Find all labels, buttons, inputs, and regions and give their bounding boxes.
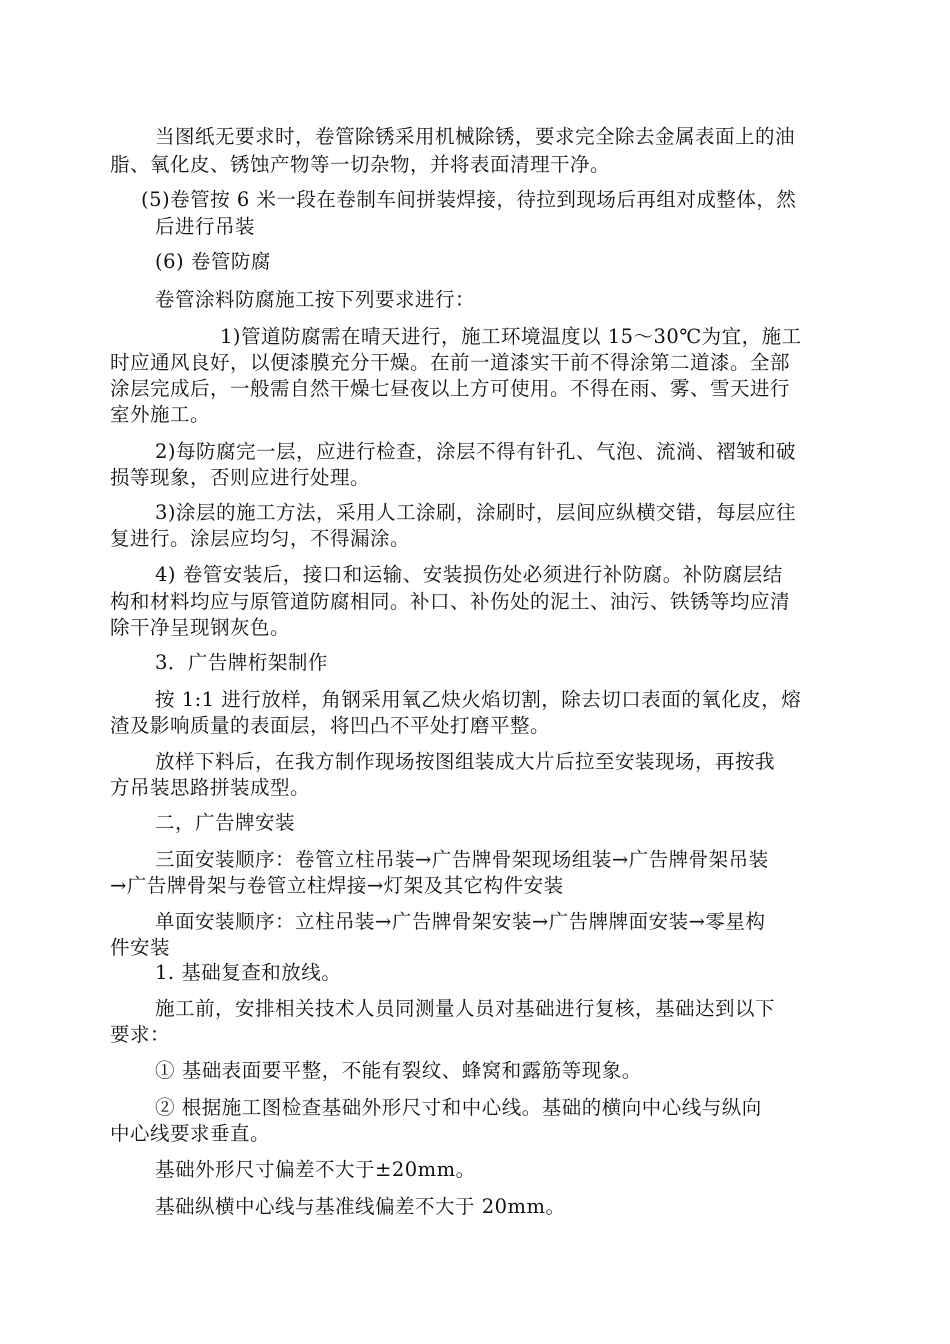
text-line: 单面安装顺序：立柱吊装→广告牌骨架安装→广告牌牌面安装→零星构 (155, 910, 766, 933)
text-line: 方吊装思路拼装成型。 (110, 776, 311, 799)
text-line: 放样下料后，在我方制作现场按图组装成大片后拉至安装现场，再按我 (155, 750, 776, 773)
text-line: 室外施工。 (110, 403, 211, 426)
text-line: 按 1:1 进行放样，角钢采用氧乙炔火焰切割，除去切口表面的氧化皮，熔 (155, 688, 802, 711)
text-line: 基础外形尺寸偏差不大于±20mm。 (155, 1158, 476, 1181)
text-line: →广告牌骨架与卷管立柱焊接→灯架及其它构件安装 (110, 874, 564, 897)
section-heading: 二，广告牌安装 (155, 811, 296, 834)
text-line: 复进行。涂层应均匀，不得漏涂。 (110, 527, 411, 550)
text-line: 损等现象，否则应进行处理。 (110, 466, 371, 489)
list-item-line: 3)涂层的施工方法，采用人工涂刷，涂刷时，层间应纵横交错，每层应往 (155, 501, 797, 524)
section-heading: 3．广告牌桁架制作 (155, 651, 328, 674)
list-item-line: ② 根据施工图检查基础外形尺寸和中心线。基础的横向中心线与纵向 (155, 1096, 762, 1119)
text-line: 三面安装顺序：卷管立柱吊装→广告牌骨架现场组装→广告牌骨架吊装 (155, 848, 769, 871)
text-line: 构和材料均应与原管道防腐相同。补口、补伤处的泥土、油污、铁锈等均应清 (110, 590, 791, 613)
text-line: 中心线要求垂直。 (110, 1122, 271, 1145)
text-line: 渣及影响质量的表面层，将凹凸不平处打磨平整。 (110, 714, 551, 737)
text-line: 当图纸无要求时，卷管除锈采用机械除锈，要求完全除去金属表面上的油 (155, 125, 796, 148)
text-line: 基础纵横中心线与基准线偏差不大于 20mm。 (155, 1195, 566, 1218)
text-line: 除干净呈现钢灰色。 (110, 616, 291, 639)
text-line: 后进行吊装 (155, 215, 256, 238)
section-heading: (6) 卷管防腐 (155, 250, 271, 273)
list-item-line: 2)每防腐完一层，应进行检查，涂层不得有针孔、气泡、流淌、褶皱和破 (155, 440, 797, 463)
text-line: 要求： (110, 1023, 171, 1046)
list-item-line: 1)管道防腐需在晴天进行，施工环境温度以 15～30℃为宜，施工 (220, 325, 802, 348)
text-line: 卷管涂料防腐施工按下列要求进行： (155, 288, 476, 311)
text-line: 脂、氧化皮、锈蚀产物等一切杂物，并将表面清理干净。 (110, 153, 611, 176)
text-line: (5)卷管按 6 米一段在卷制车间拼装焊接，待拉到现场后再组对成整体，然 (141, 188, 797, 211)
text-line: 施工前，安排相关技术人员同测量人员对基础进行复核，基础达到以下 (155, 997, 776, 1020)
list-item-line: 4) 卷管安装后，接口和运输、安装损伤处必须进行补防腐。补防腐层结 (155, 563, 783, 586)
text-line: 涂层完成后，一般需自然干燥七昼夜以上方可使用。不得在雨、雾、雪天进行 (110, 377, 791, 400)
text-line: 件安装 (110, 936, 171, 959)
list-item-line: ① 基础表面要平整，不能有裂纹、蜂窝和露筋等现象。 (155, 1059, 642, 1082)
section-heading: 1. 基础复查和放线。 (155, 961, 342, 984)
text-line: 时应通风良好，以便漆膜充分干燥。在前一道漆实干前不得涂第二道漆。全部 (110, 351, 791, 374)
